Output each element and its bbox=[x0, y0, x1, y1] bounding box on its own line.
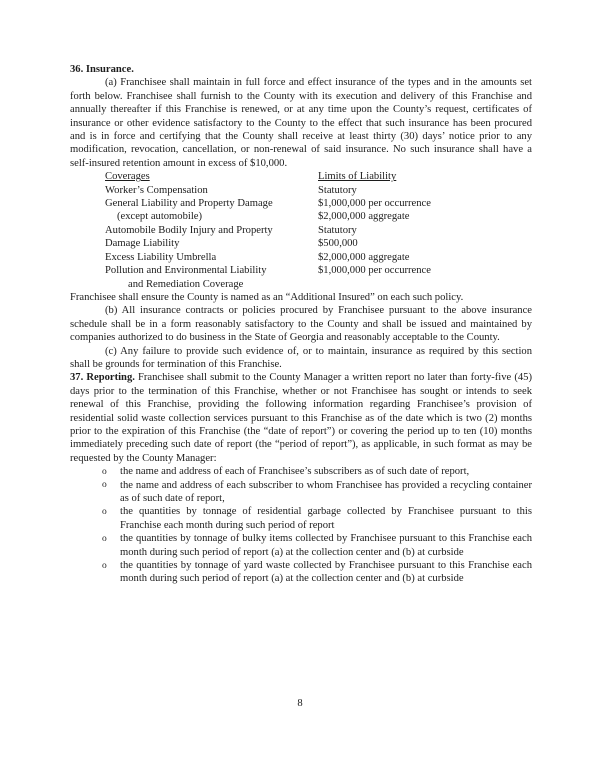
report-items-list bbox=[70, 465, 532, 586]
coverage-name: (except automobile) bbox=[117, 211, 203, 223]
bullet-marker: o bbox=[102, 480, 107, 491]
list-item bbox=[102, 505, 532, 532]
section-36-paragraph-c: (c) Any failure to provide such evidence of, or to maintain, insurance as required by this section shall be grounds for termination of this Franchise. bbox=[70, 345, 532, 370]
coverage-limit: $1,000,000 per occurrence bbox=[318, 265, 431, 277]
coverage-limit bbox=[318, 278, 532, 291]
section-37-intro: Franchisee shall submit to the County Manager a written report no later than forty-five (45) days prior to the termination of this Franchise, whether or not Franchisee has sought or intends to seek renewal of this Franchise, providing the following information regarding Franchisee’s provision of residential solid waste collection services pursuant to this Franchise as of the date which is two (2) months prior to the expiration of this Franchise (the “date of report”) or covering the period up to ten (10) months immediately preceding such date of report (the “period of report”), as applicable, in such format as may be requested by the County Manager: bbox=[70, 372, 532, 464]
table-row bbox=[105, 197, 532, 210]
coverage-name: Damage Liability bbox=[105, 238, 180, 250]
coverage-name: Excess Liability Umbrella bbox=[105, 251, 217, 263]
table-row bbox=[105, 224, 532, 237]
coverage-name: Pollution and Environmental Liability bbox=[105, 265, 267, 277]
section-36-paragraph-a: (a) Franchisee shall maintain in full force and effect insurance of the types and in the amounts set forth below. Franchisee shall furnish to the County with its execution and delivery of this Franchise and annually thereafter if this Franchise is renewed, or at any time upon the County’s request, certificates of insurance or other evidence satisfactory to the County to the effect that such insurance has been procured and is in force and certifying that the County shall receive at least thirty (30) days’ notice prior to any modification, revocation, cancellation, or non-renewal of said insurance. No such insurance shall have a self-insured retention amount in excess of $10,000. bbox=[70, 77, 532, 169]
bullet-marker: o bbox=[102, 506, 107, 517]
bullet-marker: o bbox=[102, 560, 107, 571]
page-number: 8 bbox=[297, 698, 303, 709]
bullet-marker: o bbox=[102, 466, 107, 477]
document-page bbox=[70, 63, 532, 586]
coverage-limit: $2,000,000 aggregate bbox=[318, 251, 410, 263]
table-row bbox=[105, 278, 532, 291]
table-row bbox=[105, 210, 532, 223]
coverage-name: Automobile Bodily Injury and Property bbox=[105, 224, 273, 236]
coverages-header-label: Coverages bbox=[105, 171, 150, 183]
coverage-limit: $500,000 bbox=[318, 238, 358, 250]
coverage-limit: Statutory bbox=[318, 224, 357, 236]
coverages-table-header bbox=[105, 170, 532, 183]
list-item-text: the name and address of each subscriber to whom Franchisee has provided a recycling container as of such date of report, bbox=[120, 479, 532, 504]
bullet-marker: o bbox=[102, 533, 107, 544]
list-item-text: the quantities by tonnage of yard waste collected by Franchisee pursuant to this Franchise each month during such period of report (a) at the collection center and (b) at curbside bbox=[120, 560, 532, 585]
coverage-name: Worker’s Compensation bbox=[105, 184, 208, 196]
list-item-text: the quantities by tonnage of bulky items collected by Franchisee pursuant to this Franchise each month during such period of report (a) at the collection center and (b) at curbside bbox=[120, 533, 532, 558]
table-row bbox=[105, 264, 532, 277]
coverage-limit: $2,000,000 aggregate bbox=[318, 211, 410, 223]
section-36-heading: 36. Insurance. bbox=[70, 64, 134, 75]
section-37-paragraph bbox=[70, 371, 532, 465]
limits-column-header bbox=[318, 170, 532, 183]
section-37-heading: 37. Reporting. bbox=[70, 372, 135, 384]
section-36-paragraph-b: (b) All insurance contracts or policies procured by Franchisee pursuant to the above insurance schedule shall be in a form reasonably satisfactory to the County and shall be issued and maintained by companies authorized to do business in the State of Georgia and reasonably acceptable to the County. bbox=[70, 305, 532, 344]
list-item bbox=[102, 465, 532, 478]
coverages-table bbox=[105, 170, 532, 291]
list-item-text: the quantities by tonnage of residential garbage collected by Franchisee pursuant to this Franchise each month during such period of report bbox=[120, 506, 532, 531]
list-item bbox=[102, 479, 532, 506]
table-row bbox=[105, 251, 532, 264]
coverage-limit: Statutory bbox=[318, 184, 357, 196]
limits-header-label: Limits of Liability bbox=[318, 171, 397, 183]
coverages-column-header bbox=[105, 170, 318, 183]
list-item-text: the name and address of each of Franchisee’s subscribers as of such date of report, bbox=[120, 466, 470, 478]
coverage-name: and Remediation Coverage bbox=[128, 278, 244, 290]
coverage-name: General Liability and Property Damage bbox=[105, 198, 273, 210]
additional-insured-line: Franchisee shall ensure the County is named as an “Additional Insured” on each such policy. bbox=[70, 291, 464, 303]
list-item bbox=[102, 559, 532, 586]
list-item bbox=[102, 532, 532, 559]
table-row bbox=[105, 237, 532, 250]
coverage-limit: $1,000,000 per occurrence bbox=[318, 198, 431, 210]
table-row bbox=[105, 184, 532, 197]
coverages-table-body bbox=[105, 184, 532, 291]
